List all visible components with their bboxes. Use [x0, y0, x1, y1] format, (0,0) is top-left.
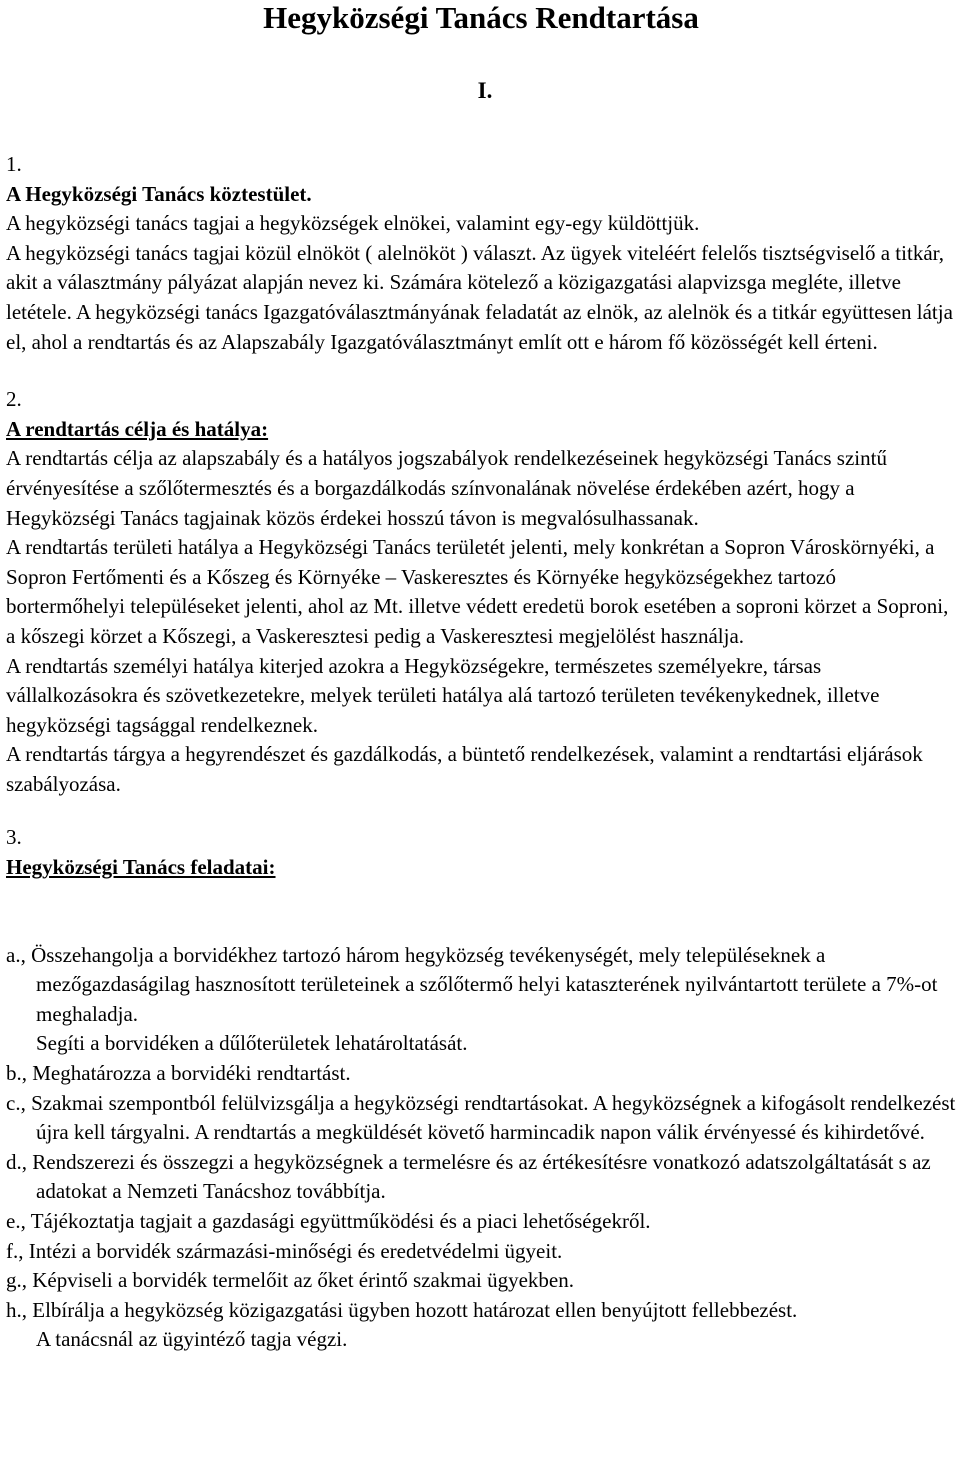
section-heading: A rendtartás célja és hatálya: — [6, 416, 269, 441]
list-item: a., Összehangolja a borvidékhez tartozó három hegyközség tevékenységét, mely településeknek a mezőgazdaságilag hasznosított területeinek a szőlőtermő helyi kataszterének nyilvántartott területe a 7%-ot meghaladja. — [6, 942, 938, 1026]
list-item: b., Meghatározza a borvidéki rendtartást. — [6, 1061, 351, 1086]
spacer — [6, 357, 956, 385]
section-1 — [6, 150, 956, 357]
list-item: e., Tájékoztatja tagjait a gazdasági együttműködési és a piaci lehetőségekről. — [6, 1209, 651, 1233]
section-heading: A Hegyközségi Tanács köztestület. — [6, 181, 312, 206]
document-page — [6, 0, 956, 1355]
spacer — [6, 799, 956, 823]
paragraph: A rendtartás tárgya a hegyrendészet és gazdálkodás, a büntető rendelkezések, valamint a rendtartási eljárások szabályozása. — [6, 742, 923, 796]
task-list — [6, 941, 956, 1355]
paragraph: A rendtartás területi hatálya a Hegyközségi Tanács területét jelenti, mely konkrétan a Sopron Városkörnyéki, a Sopron Fertőmenti és a Kőszeg és Környéke – Vaskeresztes és Környéke hegyközségekhez tartozó bortermőhelyi településeket jelenti, ahol az Mt. illetve védett eredetü borok esetében a soproni körzet a Soproni, a kőszegi körzet a Kőszegi, a Vaskeresztesi pedig a Vaskeresztesi megjelölést használja. — [6, 535, 949, 648]
list-item: g., Képviseli a borvidék termelőit az őket érintő szakmai ügyekben. — [6, 1268, 574, 1293]
list-item: h., Elbírálja a hegyközség közigazgatási ügyben hozott határozat ellen benyújtott fellebbezést. — [6, 1297, 798, 1322]
chapter-number: I. — [477, 78, 493, 103]
paragraph: A hegyközségi tanács tagjai közül elnököt ( alelnököt ) választ. Az ügyek viteléért felelős tisztségviselő a titkár, akit a választmány pályázat alapján nevez ki. Számára kötelező a közigazgatási alapvizsga megléte, illetve letétele. A hegyközségi tanács Igazgatóválasztmányának feladatát az elnök, az alelnök és a titkár együttesen látja el, ahol a rendtartás és az Alapszabály Igazgatóválasztmányt említ ott e három fő közösségét kell érteni. — [6, 240, 953, 354]
list-item-continuation: Segíti a borvidéken a dűlőterületek lehatároltatását. — [36, 1031, 468, 1056]
section-heading: Hegyközségi Tanács feladatai: — [6, 855, 276, 880]
list-item-continuation: A tanácsnál az ügyintéző tagja végzi. — [36, 1327, 348, 1352]
section-2 — [6, 385, 956, 799]
paragraph: A rendtartás célja az alapszabály és a hatályos jogszabályok rendelkezéseinek hegyközségi Tanács szintű érvényesítése a szőlőtermesztés és a borgazdálkodás színvonalának növelése érdekében azért, hogy a Hegyközségi Tanács tagjainak közös érdekei hosszú távon is megvalósulhassanak. — [6, 446, 887, 530]
spacer — [6, 883, 956, 941]
section-number: 2. — [6, 387, 22, 412]
section-number: 1. — [6, 152, 22, 176]
spacer — [6, 106, 956, 150]
document-title: Hegyközségi Tanács Rendtartása — [263, 0, 699, 35]
list-item: d., Rendszerezi és összegzi a hegyközségnek a termelésre és az értékesítésre vonatkozó adatszolgáltatását s az adatokat a Nemzeti Tanácshoz továbbítja. — [6, 1149, 931, 1204]
section-3 — [6, 823, 956, 1355]
list-item: c., Szakmai szempontból felülvizsgálja a hegyközségi rendtartásokat. A hegyközségnek a kifogásolt rendelkezést újra kell tárgyalni. A rendtartás a megküldését követő harmincadik napon válik érvényessé és kihirdetővé. — [6, 1090, 956, 1145]
paragraph: A rendtartás személyi hatálya kiterjed azokra a Hegyközségekre, természetes személyekre, társas vállalkozásokra és szövetkezetekre, melyek területi hatálya alá tartozó területen tevékenykednek, illetve hegyközségi tagsággal rendelkeznek. — [6, 653, 880, 737]
list-item: f., Intézi a borvidék származási-minőségi és eredetvédelmi ügyeit. — [6, 1238, 563, 1263]
paragraph: A hegyközségi tanács tagjai a hegyközségek elnökei, valamint egy-egy küldöttjük. — [6, 211, 700, 236]
section-number: 3. — [6, 825, 22, 850]
